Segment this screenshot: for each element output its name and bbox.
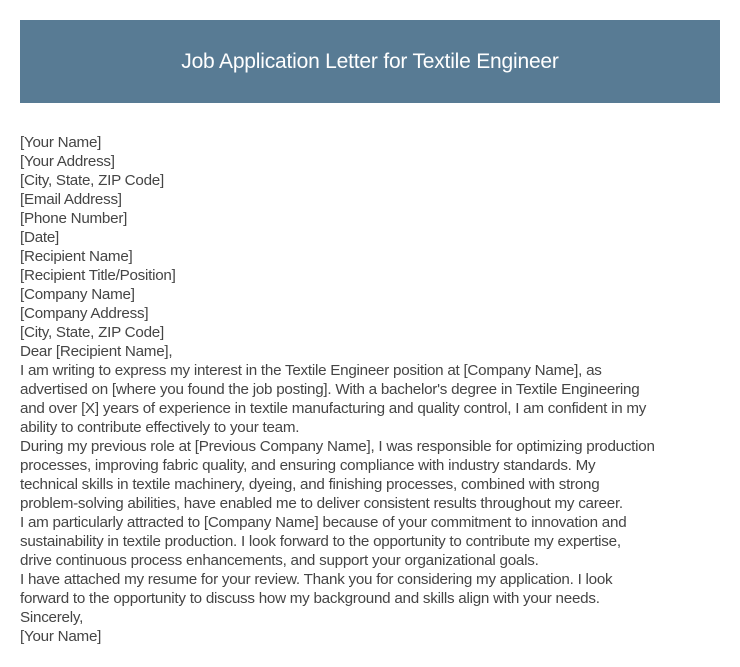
letter-line: advertised on [where you found the job posting]. With a bachelor's degree in Textile Engineering xyxy=(20,381,640,398)
letter-line: technical skills in textile machinery, dyeing, and finishing processes, combined with strong xyxy=(20,476,600,493)
letter-line: Sincerely, xyxy=(20,609,84,626)
letter-line: [Recipient Title/Position] xyxy=(20,267,176,284)
letter-line: processes, improving fabric quality, and ensuring compliance with industry standards. My xyxy=(20,457,596,474)
letter-line: [City, State, ZIP Code] xyxy=(20,172,164,189)
letter-line: [Your Name] xyxy=(20,628,102,645)
letter-line: [Date] xyxy=(20,229,60,246)
letter-body xyxy=(20,133,730,646)
letter-line: forward to the opportunity to discuss how my background and skills align with your needs. xyxy=(20,590,600,607)
letter-line: drive continuous process enhancements, and support your organizational goals. xyxy=(20,552,539,569)
letter-line: problem-solving abilities, have enabled me to deliver consistent results throughout my career. xyxy=(20,495,623,512)
letter-line: [Company Name] xyxy=(20,286,135,303)
letter-line: I have attached my resume for your review. Thank you for considering my application. I look xyxy=(20,571,613,588)
letter-line: and over [X] years of experience in textile manufacturing and quality control, I am confident in my xyxy=(20,400,647,417)
letter-line: Dear [Recipient Name], xyxy=(20,343,173,360)
letter-line: [Your Address] xyxy=(20,153,115,170)
letter-line: sustainability in textile production. I look forward to the opportunity to contribute my expertise, xyxy=(20,533,621,550)
letter-line: [City, State, ZIP Code] xyxy=(20,324,164,341)
letter-line: [Email Address] xyxy=(20,191,122,208)
letter-line: [Phone Number] xyxy=(20,210,128,227)
letter-line: ability to contribute effectively to your team. xyxy=(20,419,300,436)
title-banner xyxy=(20,20,720,103)
letter-line: [Your Name] xyxy=(20,134,102,151)
letter-line: [Company Address] xyxy=(20,305,149,322)
page-title: Job Application Letter for Textile Engineer xyxy=(181,49,559,73)
letter-line: I am writing to express my interest in the Textile Engineer position at [Company Name], as xyxy=(20,362,602,379)
letter-line: I am particularly attracted to [Company Name] because of your commitment to innovation and xyxy=(20,514,627,531)
letter-line: During my previous role at [Previous Company Name], I was responsible for optimizing production xyxy=(20,438,655,455)
letter-line: [Recipient Name] xyxy=(20,248,133,265)
